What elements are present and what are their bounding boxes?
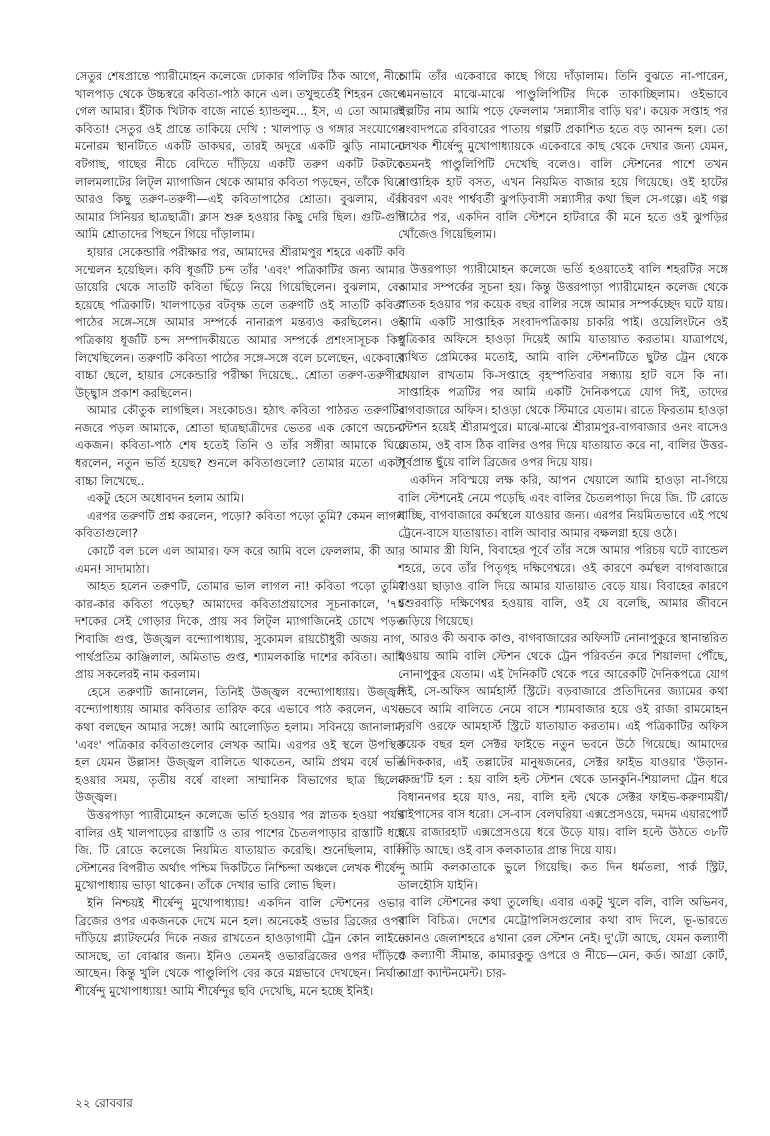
page-footer: [75, 1095, 133, 1111]
paragraph: একটু হেসে অধোবদন হলাম আমি।: [87, 491, 245, 506]
paragraph: এরপর তরুণটি প্রশ্ন করলেন, পড়ো? কবিতা পড়ো তুমি? কেমন লাগল কবিতাগুলো?: [75, 508, 405, 541]
page-number: ২২: [75, 1096, 91, 1110]
paragraph: আমি কলকাতাকে ভুলে গিয়েছি। কত দিন ধর্মতলা, পার্ক স্ট্রিট, ডালহৌসি যাইনি।: [398, 860, 728, 892]
section-name: রোববার: [94, 1096, 133, 1110]
paragraph: উত্তরপাড়া প্যারীমোহন কলেজে ভর্তি হওয়ার পর স্নাতক হওয়া পর্যন্ত বালির ওই খালপাড়ের রাস্তাটি ও তার পাশের চৈতলপাড়ার রাস্তাটি ধরে জি. টি রোডে কলেজে নিয়মিত যাতায়াত করেছি। শুনেছিলাম, বালি স্টেশনের বিপরীত অর্থাৎ পশ্চিম দিকটিতে নিশ্চিন্দা অঞ্চলে লেখক শীর্ষেন্দু মুখোপাধ্যায় ভাড়া থাকেন। তাঁকে দেখার ভারি লোভ ছিল।: [75, 807, 405, 893]
paragraph: আরও কী অবাক কাণ্ড, বাগবাজারের অফিসটি নোনাপুকুরে স্থানান্তরিত হওয়ায় আমি বালি স্টেশন থেকে ট্রেন পরিবর্তন করে শিয়ালদা পৌঁছে, নোনাপুকুর যেতাম। এই দৈনিকটি থেকে পরে আরেকটি দৈনিকপত্রে যোগ দিই, সে-অফিস আর্মহার্স্ট স্ট্রিটে। বড়বাজারে প্রতিদিনের জ্যামের কথা ভেবে আমি বালিতে নেমে বাসে শ্যামবাজার হয়ে ওই রাজা রামমোহন সরণি ওরফে আমহার্স্ট স্ট্রিটে যাতায়াত করতাম। এই পত্রিকাটির অফিস কয়েক বছর হল সেক্টর ফাইভে নতুন ভবনে উঠে গিয়েছে। আমাদের এদিককার, এই তল্লাটের মানুষজনের, সেক্টর ফাইভ যাওয়ার 'উড়ান-কেন্দ্র'টি হল : হয় বালি হল্ট স্টেশন থেকে ডানকুনি-শিয়ালদা ট্রেন ধরে বিধাননগর হয়ে যাও, নয়, বালি হল্ট থেকে সেক্টর ফাইভ-করুণাময়ী/বাইপাসের বাস ধরো। সে-বাস বেলঘরিয়া এক্সপ্রেসওয়ে, দমদম এয়ারপোর্ট হয়ে রাজারহাট এক্সপ্রেসওয়ে ধরে উড়ে যায়। বালি হল্টে উঠতে ৩৮টি সিঁড়ি আছে। ওই বাস কলকাতার প্রান্ত দিয়ে যায়।: [398, 631, 728, 857]
paragraph: আমার কৌতুক লাগছিল। সংকোচও। হঠাৎ কবিতা পাঠরত তরুণটির নজরে পড়ল আমাকে, শ্রোতা ছাত্রছাত্রীদের ভেতর এক কোণে অচেনা একজন। কবিতা-পাঠ শেষ হতেই তিনি ও তাঁর সঙ্গীরা আমাকে ঘিরে ধরলেন, নতুন ভর্তি হয়েছ? শুনলে কবিতাগুলো? তোমার মতো একটা বাচ্চা লিখেছে..: [75, 403, 405, 488]
paragraph: হায়ার সেকেন্ডারি পরীক্ষার পর, আমাদের শ্রীরামপুর শহরে একটি কবি সম্মেলন হয়েছিল। কবি ধূর্জটি চন্দ তাঁর 'এবং' পত্রিকাটির জন্য আমার ডায়েরি থেকে সাতটি কবিতা ছিঁড়ে নিয়ে গিয়েছিলেন। বুঝলাম, বের হয়েছে পত্রিকাটি। খালপাড়ের বটবৃক্ষ তলে তরুণটি ওই সাতটি কবিতা পাঠের সঙ্গে-সঙ্গে আমার সম্পর্কে নানারূপ মন্তব্যও করছিলেন। ওই পত্রিকায় ধূর্জটি চন্দ সম্পাদকীয়তে আমার সম্পর্কে প্রশংসাসূচক কিছু লিখেছিলেন। তরুণটি কবিতা পাঠের সঙ্গে-সঙ্গে বলে চলেছেন, একেবারে বাচ্চা ছেলে, হায়ার সেকেন্ডারি পরীক্ষা দিয়েছে.. শ্রোতা তরুণ-তরুণীরা উচ্ছ্বাস প্রকাশ করছিলেন।: [75, 244, 405, 400]
paragraph: উত্তরপাড়া প্যারীমোহন কলেজে ভর্তি হওয়াতেই বালি শহরটির সঙ্গে আমার সম্পর্কের সূচনা হয়। কিন্তু উত্তরপাড়া প্যারীমোহন কলেজ থেকে স্নাতক হওয়ার পর কয়েক বছর বালির সঙ্গে আমার সম্পর্কচ্ছেদ ঘটে যায়। আমি একটি সাপ্তাহিক সংবাদপত্রিকায় চাকরি পাই। ওয়েলিংটনে ওই পত্রিকার অফিসে হাওড়া দিয়েই আমি যাতায়াত করতাম। যাত্রাপথে, ব্যথিত প্রেমিকের মতোই, আমি বালি স্টেশনটিতে ছুটন্ত ট্রেন থেকে খেয়াল রাখতাম কি-সপ্তাহে বৃহস্পতিবার সন্ধ্যায় হাট বসে কি না। সাপ্তাহিক পত্রটির পর আমি একটি দৈনিকপত্রে যোগ দিই, তাদের বাগবাজারে অফিস। হাওড়া থেকে স্টিমারে যেতাম। রাতে ফিরতাম হাওড়া স্টেশন হয়েই শ্রীরামপুরে। মাঝে-মাঝে শ্রীরামপুর-বাগবাজার ওনং বাসেও যেতাম, ওই বাস ঠিক বালির ওপর দিয়ে যাতায়াত করে না, বালির উত্তর-পূর্বপ্রান্ত ছুঁয়ে বালি ব্রিজের ওপর দিয়ে যায়।: [398, 261, 728, 470]
paragraph: সেতুর শেষপ্রান্তে প্যারীমোহন কলেজে ঢোকার গলিটির ঠিক আগে, নীচে খালপাড় থেকে উচ্চস্বরে কবিতা-পাঠ কানে এল। তখুহুর্তেই শিহরন জেগে গেল আমার। ইঁটাক খিটাক বাজে নার্ভে হ্যান্ডলুম... ইস, এ তো আমারই কবিতা! সেতুর ওই প্রান্তে তাকিয়ে দেখি : খালপাড় ও গঙ্গার সংযোগের মনোরম স্থানটিতে একটি ডাকঘর, তারই অদূরে একটি ঝুড়ি নামানো বটগাছ, গাছের নীচে বেদিতে দাঁড়িয়ে একটি তরুণ একটি টকটকে লালমলাটের লিট্‌ল ম্যাগাজিন থেকে আমার কবিতা পড়ছেন, তাঁকে ঘিরে আরও কিছু তরুণ-তরুণী—এই কবিতাপাঠের শ্রোতা। বুঝলাম, এঁরা আমার সিনিয়র ছাত্রছাত্রী। ক্লাস শুরু হওয়ার কিছু দেরি ছিল। গুটি-গুটি আমি শ্রোতাদের পিছনে গিয়ে দাঁড়ালাম।: [75, 69, 405, 242]
paragraph: একদিন সবিস্ময়ে লক্ষ করি, আপন খেয়ালে আমি হাওড়া না-গিয়ে বালি স্টেশনেই নেমে পড়েছি এবং বালির চৈতলপাড়া দিয়ে জি. টি রোডে যাচ্ছি, বাগবাজারে কর্মস্থলে যাওয়ার জন্য। এরপর নিয়মিতভাবে এই পথে ট্রেনে-বাসে যাতায়াত। বালি আবার আমার বক্ষলগ্না হয়ে ওঠে।: [398, 473, 728, 540]
paragraph: ইনি নিশ্চয়ই শীর্ষেন্দু মুখোপাধ্যায়! একদিন বালি স্টেশনের ওভার ব্রিজের ওপর একজনকে দেখে মনে হল। অনেকেই ওভার ব্রিজের ওপর দাঁড়িয়ে প্ল্যাটফর্মের দিকে নজর রাখতেন হাওড়াগামী ট্রেন কোন লাইনে আসছে, তা বোঝার জন্য। ইনিও তেমনই ওভারব্রিজের ওপর দাঁড়িয়ে আছেন। কিন্তু খুলি থেকে পাণ্ডুলিপি বের করে মগ্নভাবে দেখছেন। নির্ঘাত শীর্ষেন্দু মুখোপাধ্যায়! আমি শীর্ষেন্দুর ছবি দেখেছি, মনে হচ্ছে ইনিই।: [75, 895, 405, 998]
paragraph: আহত হলেন তরুণটি, তোমার ভাল লাগল না! কবিতা পড়ো তুমি? কার-কার কবিতা পড়েছ? আমাদের কবিতাপ্রয়াসের সূচনাকালে, '৭০ দশকের সেই গোড়ার দিকে, প্রায় সব লিট্‌ল ম্যাগাজিনেই চোখে পড়ত শিবাজি গুপ্ত, উজ্জ্বল বন্দ্যোপাধ্যায়, সুকোমল রায়চৌধুরী অজয় নাগ, পার্থপ্রতিম কাঞ্জিলাল, অমিতাভ গুপ্ত, শ্যামলকান্তি দাশের কবিতা। আমি প্রায় সকলেরই নাম করলাম।: [75, 579, 405, 682]
paragraph: কোর্টে বল চলে এল আমার। ফস করে আমি বলে ফেললাম, কী আর এমন! সাদামাঠা।: [75, 544, 405, 576]
paragraph: আমি তাঁর একেবারে কাছে গিয়ে দাঁড়ালাম। তিনি বুঝতে না-পারেন, এমনভাবে মাঝে-মাঝে পাণ্ডুলিপিটির দিকে তাকাচ্ছিলাম। ওইভাবে গল্পটির নাম আমি পড়ে ফেললাম 'সন্ন্যাসীর বাড়ি ঘর'। কয়েক সপ্তাহ পর সংবাদপত্রে রবিবারের পাতায় গল্পটি প্রকাশিত হতে বড় আনন্দ হল। তো লেখক শীর্ষেন্দু মুখোপাধ্যায়কে একেবারে কাছ থেকে দেখার জন্য যেমন, তেমনই পাণ্ডুলিপিটি দেখেছি বলেও। বালি স্টেশনের পাশে তখন সাপ্তাহিক হাট বসত, এখন নিয়মিত বাজার হয়ে গিয়েছে। ওই হাটের বিবরণ এবং পার্শ্ববর্তী ঝুপড়িবাসী সন্ন্যাসীর কথা ছিল সে-গল্পে। এই গল্প পাঠের পর, একদিন বালি স্টেশনে হাটবারে কী মনে হতে ওই ঝুপড়ির খোঁজেও গিয়েছিলাম।: [398, 69, 728, 242]
left-column: [75, 68, 405, 1118]
paragraph: আমার স্ত্রী যিনি, বিবাহের পূর্বে তাঁর সঙ্গে আমার পরিচয় ঘটে ব্যান্ডেল শহরে, তবে তাঁর পিতৃগৃহ দক্ষিণেশ্বরে। ওই কারণে কর্মস্থল বাগবাজারে যাওয়া ছাড়াও বালি দিয়ে আমার যাতায়াত বেড়ে যায়। বিবাহের কারণে শ্বশুরবাড়ি দক্ষিণেশ্বর হওয়ায় বালি, ওই যে বলেছি, আমার জীবনে জড়িয়ে গিয়েছে।: [398, 543, 728, 628]
right-column: [398, 68, 728, 1118]
paragraph: হেসে তরুণটি জানালেন, তিনিই উজ্জ্বল বন্দ্যোপাধ্যায়। উজ্জ্বল বন্দ্যোপাধ্যায় আমার কবিতার তারিফ করে এভাবে পাঠ করলেন, এখন কথা বলছেন আমার সঙ্গে! আমি আলোড়িত হলাম। সবিনয়ে জানালাম, 'এবং' পত্রিকার কবিতাগুলোর লেখক আমি। এরপর ওই স্থলে উপস্থিত হল যেমন উল্লাস! উজ্জ্বল বালিতে থাকতেন, আমি প্রথম বর্ষে ভর্তি হওয়ার সময়, তৃতীয় বর্ষে বাংলা সাম্মানিক বিভাগের ছাত্র ছিলেন উজ্জ্বল।: [75, 684, 405, 805]
paragraph: বালি স্টেশনের কথা তুলেছি। এবার একটু খুলে বলি, বালি অভিনব, বালি বিচিত্র। দেশের মেট্রোপলিসগুলোর কথা বাদ দিলে, ভূ-ভারতে কোনও জেলাশহরে ৪খানা রেল স্টেশন নেই। দু'টো আছে, যেমন কল্যাণী ও কল্যাণী সীমান্ত, কামারকুন্ডু ওপরে ও নীচে—মেন, কর্ড। আগ্রা কোর্ট, আগ্রা ক্যান্টনমেন্ট। চার-: [398, 895, 728, 980]
